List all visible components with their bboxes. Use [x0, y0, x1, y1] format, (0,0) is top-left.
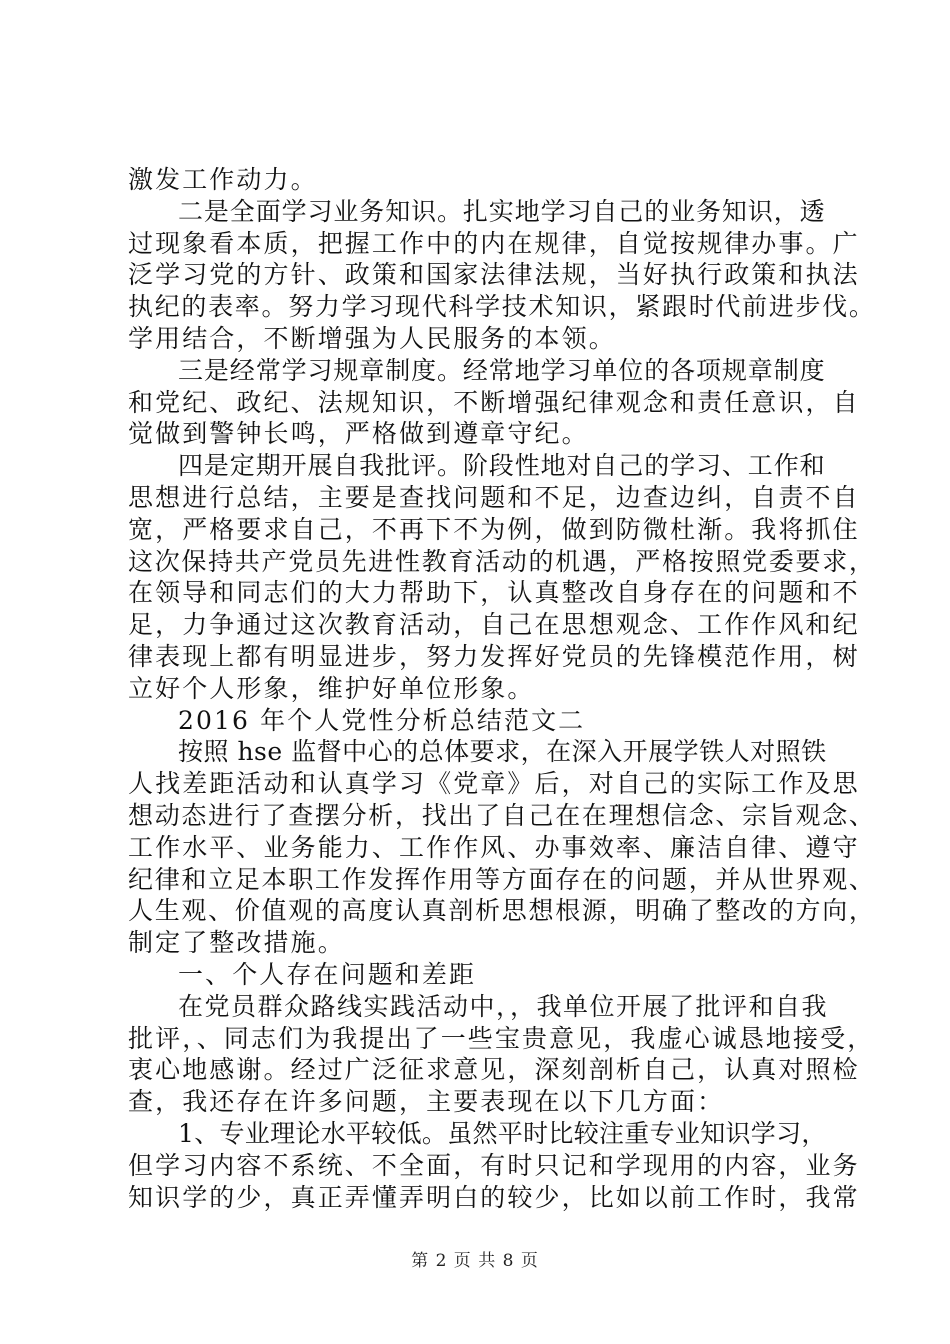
text-line: 二是全面学习业务知识。扎实地学习自己的业务知识，透	[178, 196, 826, 226]
text-line: 2016 年个人党性分析总结范文二	[178, 705, 586, 735]
page-footer: 第 2 页 共 8 页	[411, 1251, 539, 1271]
document-body	[128, 164, 876, 1213]
text-line: 衷心地感谢。经过广泛征求意见，深刻剖析自己，认真对照检	[128, 1055, 860, 1085]
text-line: 工作水平、业务能力、工作作风、办事效率、廉洁自律、遵守	[128, 832, 860, 862]
text-line: 立好个人形象，维护好单位形象。	[128, 673, 535, 703]
text-line: 宽，严格要求自己，不再下不为例，做到防微杜渐。我将抓住	[128, 514, 860, 544]
text-line: 想动态进行了查摆分析，找出了自己在在理想信念、宗旨观念、	[128, 800, 876, 830]
text-line: 制定了整改措施。	[128, 928, 345, 958]
text-line: 批评，、同志们为我提出了一些宝贵意见，我虚心诚恳地接受，	[128, 1023, 875, 1053]
text-line: 人找差距活动和认真学习《党章》后，对自己的实际工作及思	[128, 769, 860, 799]
text-line: 查，我还存在许多问题，主要表现在以下几方面：	[128, 1087, 725, 1117]
text-line: 纪律和立足本职工作发挥作用等方面存在的问题，并从世界观、	[128, 864, 876, 894]
text-line: 知识学的少，真正弄懂弄明白的较少，比如以前工作时，我常	[128, 1182, 860, 1212]
text-line: 一、个人存在问题和差距	[178, 959, 477, 989]
text-line: 四是定期开展自我批评。阶段性地对自己的学习、工作和	[178, 451, 826, 481]
text-line: 这次保持共产党员先进性教育活动的机遇，严格按照党委要求，	[128, 546, 876, 576]
text-line: 在领导和同志们的大力帮助下，认真整改自身存在的问题和不	[128, 578, 860, 608]
text-line: 三是经常学习规章制度。经常地学习单位的各项规章制度	[178, 355, 826, 385]
text-line: 过现象看本质，把握工作中的内在规律，自觉按规律办事。广	[128, 228, 860, 258]
text-line: 和党纪、政纪、法规知识，不断增强纪律观念和责任意识，自	[128, 387, 860, 417]
text-line: 律表现上都有明显进步，努力发挥好党员的先锋模范作用，树	[128, 641, 860, 671]
text-line: 1、专业理论水平较低。虽然平时比较注重专业知识学习，	[178, 1118, 827, 1148]
text-line: 泛学习党的方针、政策和国家法律法规，当好执行政策和执法	[128, 260, 860, 290]
text-line: 足，力争通过这次教育活动，自己在思想观念、工作作风和纪	[128, 610, 860, 640]
text-line: 激发工作动力。	[128, 165, 318, 194]
text-line: 学用结合，不断增强为人民服务的本领。	[128, 323, 616, 353]
text-line: 人生观、价值观的高度认真剖析思想根源，明确了整改的方向，	[128, 896, 876, 926]
text-line: 思想进行总结，主要是查找问题和不足，边查边纠，自责不自	[128, 482, 860, 512]
text-line: 按照 hse 监督中心的总体要求，在深入开展学铁人对照铁	[178, 737, 827, 767]
text-line: 但学习内容不系统、不全面，有时只记和学现用的内容，业务	[128, 1150, 860, 1180]
text-line: 在党员群众路线实践活动中，，我单位开展了批评和自我	[178, 991, 829, 1021]
text-line: 觉做到警钟长鸣，严格做到遵章守纪。	[128, 419, 589, 449]
text-line: 执纪的表率。努力学习现代科学技术知识，紧跟时代前进步伐。	[128, 292, 876, 322]
